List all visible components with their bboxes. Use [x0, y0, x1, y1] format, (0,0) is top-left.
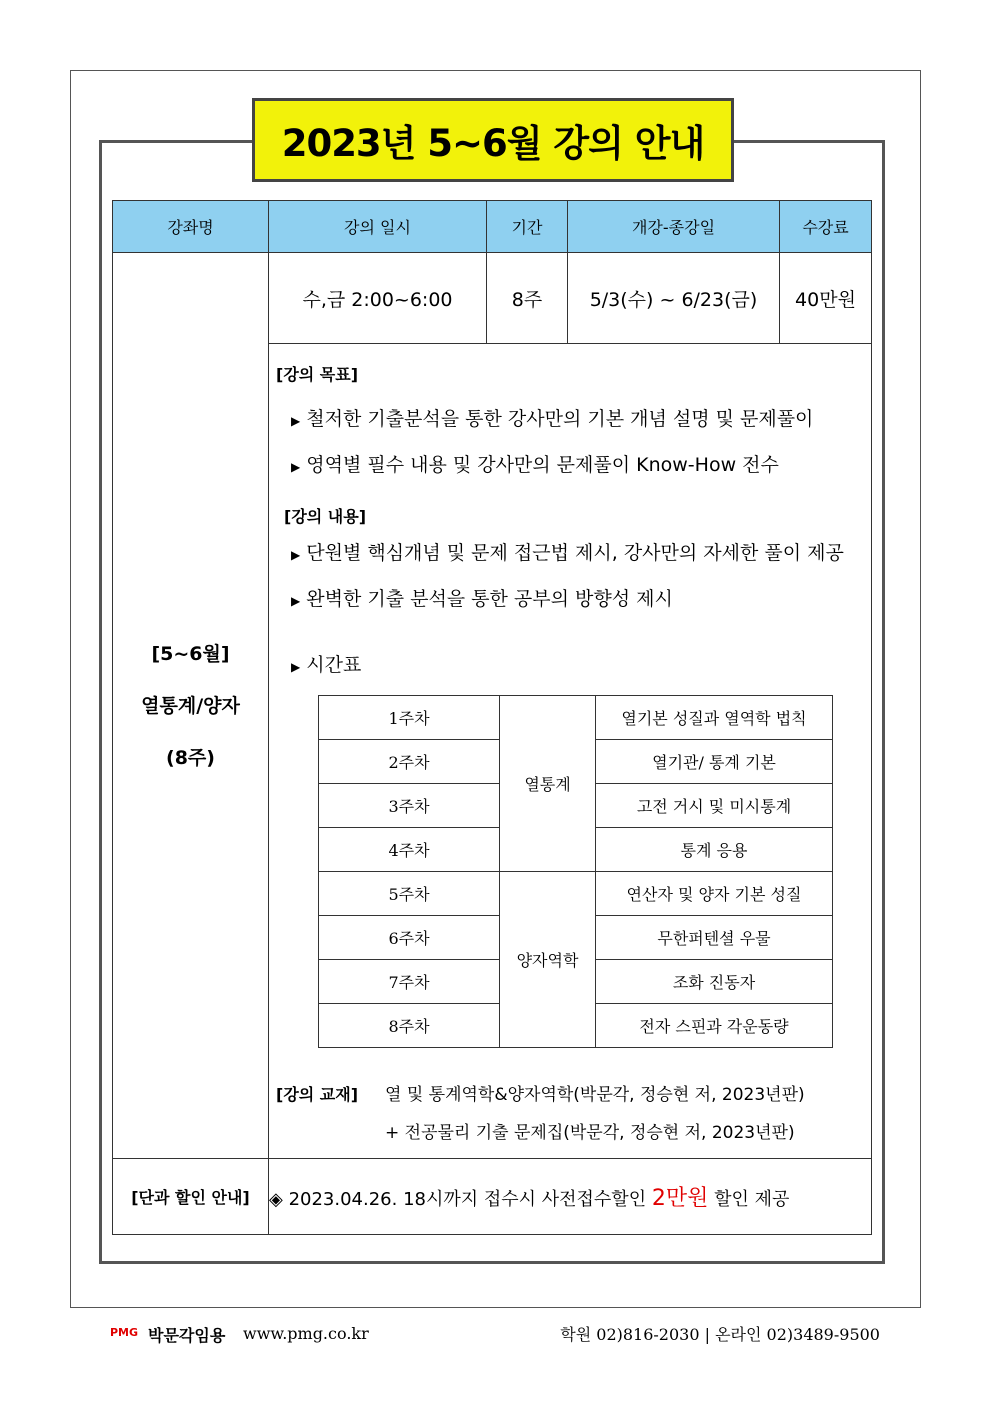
- topic-cell: 열기관/ 통계 기본: [596, 740, 833, 784]
- goal-heading: [강의 목표]: [276, 365, 359, 384]
- header-duration: 기간: [487, 201, 568, 253]
- course-name-line2: 열통계/양자: [141, 694, 240, 717]
- header-course-name: 강좌명: [113, 201, 269, 253]
- course-details-cell: [269, 344, 872, 1159]
- topic-cell: 열기본 성질과 열역학 법칙: [596, 696, 833, 740]
- week-cell: 6주차: [319, 916, 500, 960]
- week-cell: 2주차: [319, 740, 500, 784]
- bullet-triangle-icon: ▶: [291, 594, 301, 608]
- footer: [110, 1320, 880, 1350]
- week-cell: 5주차: [319, 872, 500, 916]
- bullet-triangle-icon: ▶: [291, 414, 301, 428]
- topic-cell: 연산자 및 양자 기본 성질: [596, 872, 833, 916]
- header-fee: 수강료: [780, 201, 872, 253]
- discount-row: [113, 1159, 872, 1235]
- week-cell: 3주차: [319, 784, 500, 828]
- week-cell: 7주차: [319, 960, 500, 1004]
- page-title: 2023년 5~6월 강의 안내: [252, 98, 734, 182]
- goal-item-1: ▶ 철저한 기출분석을 통한 강사만의 기본 개념 설명 및 문제풀이: [291, 408, 814, 430]
- topic-cell: 통계 응용: [596, 828, 833, 872]
- group-cell: 양자역학: [500, 872, 596, 1048]
- week-cell: 8주차: [319, 1004, 500, 1048]
- timetable-label: ▶ 시간표: [291, 654, 362, 676]
- duration-cell: 8주: [487, 253, 568, 344]
- discount-text: [269, 1159, 872, 1235]
- course-name-cell: [113, 253, 269, 1159]
- group-cell: 열통계: [500, 696, 596, 872]
- dates-cell: 5/3(수) ~ 6/23(금): [568, 253, 780, 344]
- topic-cell: 조화 진동자: [596, 960, 833, 1004]
- textbook-line-2: + 전공물리 기출 문제집(박문각, 정승현 저, 2023년판): [385, 1123, 795, 1143]
- table-row: [319, 872, 833, 916]
- bullet-triangle-icon: ▶: [291, 548, 301, 562]
- course-table: [112, 200, 872, 1235]
- topic-cell: 무한퍼텐셜 우물: [596, 916, 833, 960]
- topic-cell: 전자 스핀과 각운동량: [596, 1004, 833, 1048]
- content-item-1: ▶ 단원별 핵심개념 및 문제 접근법 제시, 강사만의 자세한 풀이 제공: [291, 542, 844, 564]
- goal-item-2: ▶ 영역별 필수 내용 및 강사만의 문제풀이 Know-How 전수: [291, 454, 779, 476]
- table-header-row: [113, 201, 872, 253]
- textbook-heading: [강의 교재]: [276, 1085, 359, 1104]
- website-link[interactable]: www.pmg.co.kr: [243, 1324, 369, 1343]
- discount-label: [단과 할인 안내]: [113, 1159, 269, 1235]
- week-cell: 1주차: [319, 696, 500, 740]
- header-schedule: 강의 일시: [269, 201, 487, 253]
- week-cell: 4주차: [319, 828, 500, 872]
- content-item-2: ▶ 완벽한 기출 분석을 통한 공부의 방향성 제시: [291, 588, 673, 610]
- course-name-line3: (8주): [166, 746, 215, 769]
- brand-name: 박문각임용: [148, 1326, 226, 1345]
- discount-amount: 2만원: [651, 1186, 709, 1211]
- topic-cell: 고전 거시 및 미시통계: [596, 784, 833, 828]
- bullet-triangle-icon: ▶: [291, 460, 301, 474]
- bullet-triangle-icon: ▶: [291, 660, 301, 674]
- diamond-icon: ◈: [269, 1189, 283, 1210]
- pmg-logo: PMG: [110, 1326, 139, 1339]
- schedule-cell: 수,금 2:00~6:00: [269, 253, 487, 344]
- discount-text-after: 할인 제공: [714, 1189, 790, 1210]
- content-heading: [강의 내용]: [284, 507, 367, 526]
- header-dates: 개강-종강일: [568, 201, 780, 253]
- textbook-line-1: 열 및 통계역학&양자역학(박문각, 정승현 저, 2023년판): [385, 1085, 805, 1105]
- table-row: [319, 696, 833, 740]
- timetable: [318, 695, 833, 1048]
- fee-cell: 40만원: [780, 253, 872, 344]
- course-row: [113, 253, 872, 344]
- course-name-line1: [5~6월]: [151, 642, 230, 665]
- contact-info: 학원 02)816-2030 | 온라인 02)3489-9500: [560, 1325, 880, 1344]
- discount-text-before: 2023.04.26. 18시까지 접수시 사전접수할인: [288, 1189, 647, 1210]
